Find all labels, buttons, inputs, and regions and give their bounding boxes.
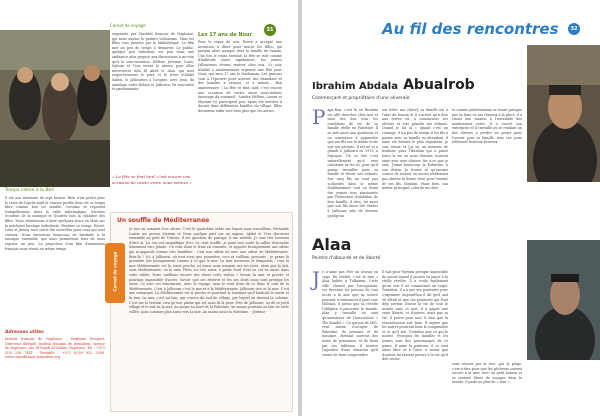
portrait-ibrahim (527, 45, 600, 182)
person1-photo (527, 45, 600, 182)
page-number: 31 (264, 24, 276, 36)
pull-quote: « La fête se finit tard, c'est encore une occasion de rester entre nous-mêmes » (112, 174, 192, 185)
person1-col1: apa-Ron, c'est là où Ibrahim est allé chercher chez moi et bien des fois tous les conditions de vie de sa famille réelle en Palestine. Il se met aussi aux questions et on commence à apprendre que ses fils ont la même école que ses parents. Il est né et a grandi à Jalbourn en 1973, à l'époque. De ce fait c'est naturellement qu'il veut continuer sa vie ici, pour qu'il puisse travailler pour sa famille et élever ses enfants. Ses cinq fils ne sont pas scolarisés dans le même établissement tout en étant des jeunes tous passionnés par l'éducation d'ambition de leur famille, il rêve, lui aussi que son fils fasse des études à Jalbourn afin de devenir quelqu'un. (327, 108, 378, 218)
address-title: Adresses utiles (5, 330, 44, 335)
person2-col3: vant réussir par la rive, par la plage, c'est-à-dire pour que les pêcheurs sortent encore à la mer, avec un petit bateau et se sentent libres de voyager dans le monde, il parle au plus de « mer ». (452, 362, 522, 385)
page-number-right: 32 (568, 23, 580, 35)
portrait-alaa (527, 240, 600, 360)
box-tab-label: Carnet de voyage (112, 251, 118, 292)
article-col1: organisée par l'Institut français de Naplouse, qui nous amène le peintre Lebraisme. Mais les filles sont passées par la bibliothèque. Le film met un peu de temps à démarrer. Le public, quelque peu turbulent, est pris dans une ambiance plus propice aux discussions à mi-voix qu'à la concentration. Hélène, Jérémie, Louis, Sylvain et Yves vivent la séance pour aller interviewer Abu El Abed et Alaa, qui sont respectivement le père et le frère d'Abdel Salem, le Jalbourien à l'origine, avec Jean, du jumelage entre Balata et Jalbourn. Ils rencontre et passionnante. (112, 32, 194, 92)
box-heading: Un souffle de Méditerranée (117, 217, 210, 224)
person1-last-name: Abualrob (403, 77, 475, 93)
person1-subtitle: Commerçant et propriétaire d'une oliveraie (312, 96, 410, 101)
person1-col2: eut frère, ma chère], sa famille est à l'abri du besoin et il s'active qu'à dire aux terres où, à commencer ses oliviers et voir grandir ses enfants. Quand je lui ai « quand c'est un courage, il n'a pas de temps si les fils à passer avec sa famille en attendant, il aime est devenu le plus important. Je suis venue et j'ai eu un moment de bonheur pour l'Ibrahim qui a passé toute la vie en nous chanter, souvent aimé avec mes oliviers, fut à ce que je sais. J'aime beaucoup la Palestine, à son destin. Je trouve et qu'aucune source de travail, en aucun réellement pas obtenu la bonne dose pour l'avenir de ses fils. Ibrahim, étant bien, son métier principal, celui de me dire. (382, 108, 448, 191)
box-text: Je suis au sommet d'un olivier. C'est le quatrième arbre sur lequel nous travaillons, Fernande Louise me presse Myriam et Nour quelque part sur un oignon. Abdel et Yves discutent ensemble au pied de l'olivier. Il est question de partage, il me semble. Je suis très heureux d'être là. La vue est magnifique d'ici. Le vent souffle, je peux voir toute la vallée descendre lentement vers Jénine. Un vent doux et frais en remonte, et apporte brusquement une odeur qui m'apparaît comme très familière : c'est une odeur de mer, une odeur de Méditerranée. Bien-là ? Ici, à Jalbourn, où tout n'est que poussière, rocs et cailloux, perçants ; je pense la première fois brusquement comme à ce que la mer. La mer souvenirs et temporels : c'est la mer Méditerranée est là, toute proche, ici aussi nous sommes sur ses rives, alors que la fait, sous Méditerranée, où la sens l'être, ici l'est aussi, à petits bord d'est en cet ici aussi, dans cette vallée. Nous cueillons encore des olives cette valeur ? Savoir la mer et proche et pourtant impossible d'accès. Savoir que ses rivières et les ses doits nous sont presque les siens. Ce sont ces sentiments. Avec le voyage, sans le vent doux de ce dans le coin de la Méditerranée. C'est à Jalbourn c'est le gaz et à la Méditerranée. Jalbourn rive et la mer. C'est une remarque. La Méditerranée est si proche et pourtant si lointaine qu'il faudrait le sentir et la mer. La mer, c'est au loin, qui s'ouvre du sud du village, par lequel on devient la colonne. C'est sur le terrain, rien qu'une plaine qui est nous fit la peur. Près de Jalbourn, ou de ce petit village et le sud en la mer. Au moins au nord de la Palestine, un moins pourtant au loin de cette vallée, nous sommes plus aussi vers la mer. Au moins aussi la Palestine. - Jérémie - (129, 227, 289, 314)
left-page (0, 0, 298, 416)
person1-col3: te comme palestinienne se tenait presque pas se faire en ses réseaux à la place, il a choisi une maison à l'ensemble des nombreuses voies. Il a ouvert son entreprise et il travaille ou se rendant un des oliviers à perdre en projet pour l'avenir pour sa famille, tous ces jours tellement heureux heureux. (452, 108, 522, 145)
person2-name: Alaa (312, 235, 352, 254)
person2-col1: e n'aime pas être un oiseau en cage. En réalité, c'est la mer » Alaa habite à Tulkarem. Cette ville, classée par l'occupation, est devenue les prisons de tout accès à la mer que sa source pourrait si seulement il peut voir. Militant, il pense que sa révolte l'obligera à parcourir le monde. Alaa y travaille en tant qu'animateur de l'association « The Kandel ». Ce garçon de MIC, veut mieux s'occuper de Palestine, de peinture et de musique. Mettant souvent des noms de personnes, et de lieux par ses tableaux, il montre l'injustice d'une situation qu'il essaie de faire comprendre. (322, 270, 378, 357)
dropcap-p: P (312, 105, 326, 129)
article-col2: Pour le repas du soir, Hervé a accepté une invitation à dîner pour toutes les filles, qui partent alors manger chez la famille de Sanam. Une fois le repas terminé, la fête se vide comme d'habitude assez rapidement, les jeunes Jalbouriens devant rentrer chez eux. Ce soir, Khaled a soudainement organisé une fête pour Nour, qui aura 17 ans le lendemain. Les garçons vont à l'épicerie pour acheter des friandises et des bombes à raisons, et à minuit… Bon anniversaire ! La fête se finit tard, c'est encore une occasion de rester entre nous-mêmes (message du sommeil : Sandra Hélène, Louise et Myriam s'y participent peu, ayant été invitées à dormir dans différentes familles du village. Elles dormiront enfin vers trois plus que les autres. (198, 40, 282, 113)
photo-caption-title: Temps calme à la Bell (5, 188, 54, 193)
group-photo-image (0, 30, 110, 187)
person2-photo (527, 240, 600, 360)
running-header: Carnet de voyage (110, 23, 146, 28)
person2-subtitle: Peintre d'absurde et de liberté (312, 256, 381, 261)
person1-first-name: Ibrahim Abdala (312, 81, 398, 92)
story-box (110, 212, 293, 412)
page-title: Au fil des rencontres (382, 20, 559, 38)
caption-text: Il est aux alentours de sept heures. Bien n'est prévu pour le reste de l'après-midi et chacun profite donc de ce temps libre comme bon lui semble. Certains se reposent tranquillement dans la salle informatique, d'autres écoutent de la musique et d'autres font la chambre des filles. Nous réussissons à faire quelques tours en Maïs sur la mâchoire-lavelage turbulente. Pendant ce temps, Hervé, Leila et Jimmy vont sortir des nouvelles pour ceux qui sont curieux. Nous savourons beaucoup de bienfaits à la musique ensemble, qui nous permettent tous de nous reposer un peu. La projection d'un film d'animation français nous réunit en même temps. (5, 196, 105, 251)
photo-group (0, 30, 110, 187)
person1-name (312, 74, 475, 93)
dropcap-j: J (312, 267, 321, 291)
person2-col2: il sait pour Myriam presque impossible de savoir quand il pourra en payer à la réelle révolte. Il a voulu également qu'un soir il ne connaissait un corps. Toutefois, il n'a pas ses peintures pour s'exprimer. Aujourd'hui il dit qu'il sait en détail et que ses peintures qui l'ont déjà permis d'avoir la vie de tout le monde sans ce mot, il a gagné une vraie liberté, et d'autres, mais pas sa vie, il pense pour moi, il faut que la revendication soit faite. Il espère que les autres pourront bien le comprendre et ce qu'il fait. Toutefois que ce qui le motive. Pourquoi les familles et les jeunes sont des personnages de ce genre. Il aime la peinture, il se sent aussi libre et à l'aise, à moins que d'autres lui fassent passer à la vie qu'il doit rester. (382, 270, 448, 362)
box-tab (105, 243, 125, 303)
address-text: Institut français de Naplouse : Stéphane Bocquet, Directeur délégué. Institut français de Jérusalem, service de Naplouse. rue Al-Nejah Al-Qadim, Naplouse. Tel : +972 (0)9 238 7441 · Portable : +972 (0)59 952 2936. www.consulfrance-jerusalem.org (5, 337, 105, 360)
right-page (302, 0, 600, 416)
col2-heading: Les 17 ans de Nour (198, 32, 252, 38)
